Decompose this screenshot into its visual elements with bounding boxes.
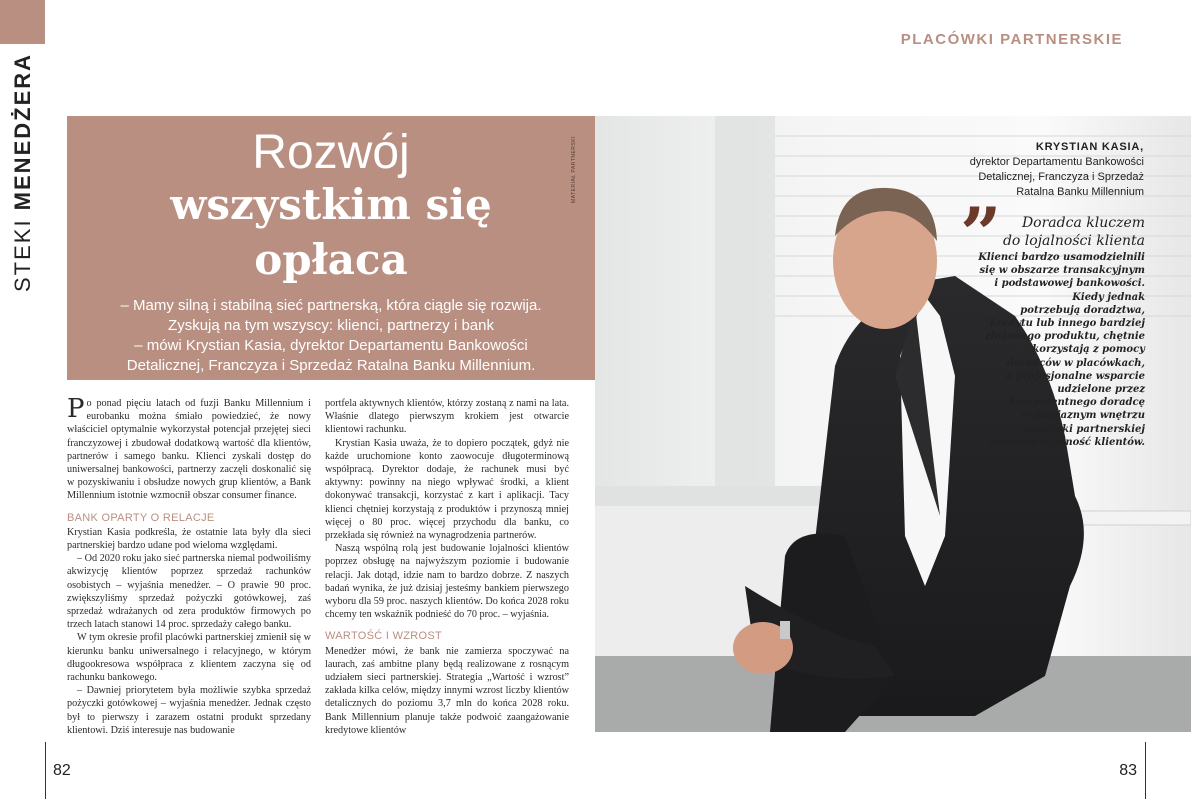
lead-paragraph <box>67 296 595 376</box>
page-rule-left <box>45 742 46 799</box>
caption-role-line: Detalicznej, Franczyza i Sprzedaż <box>978 171 1144 183</box>
article-column-left <box>67 394 311 737</box>
article-paragraph: Naszą wspólną rolą jest budowanie lojalności klientów poprzez obsługę na najwyższym poziomie i budowanie relacji. Jak dotąd, idzie nam to bardzo dobrze. Z naszych badań wynika, że już dzisiaj jesteśmy bankiem pierwszego wyboru dla 59 proc. naszych klientów. Do końca 2028 roku chcemy ten wskaźnik podnieść do 70 proc. – wyjaśnia. <box>325 543 569 621</box>
pullquote-line: się w obszarze transakcyjnym <box>979 265 1145 277</box>
pullquote-line: udzielone przez <box>1057 384 1145 396</box>
article-column-right <box>325 397 569 737</box>
lead-line: Zyskują na tym wszyscy: klienci, partnerzy i bank <box>168 317 494 334</box>
sponsored-tag: MATERIAŁ PARTNERSKI <box>571 136 577 204</box>
headline-bold-line2: opłaca <box>254 235 408 284</box>
pullquote-line: złożonego produktu, chętnie <box>984 331 1145 343</box>
article-paragraph <box>67 394 311 503</box>
subheading: WARTOŚĆ I WZROST <box>325 630 443 643</box>
paragraph-text: o ponad pięciu latach od fuzji Banku Millennium i eurobanku można śmiało powiedzieć, że nowy właściciel optymalnie wykorzystał potencjał przejętej sieci franczyzowej i zbudował dodatkową wartość dla klientów, partnerów i samego banku. Klienci zyskali dostęp do uniwersalnej bankowości, partnerzy zaczęli doskonalić się w pozyskiwaniu i obsłudze nowych grup klientów, a Bank Millennium istotnie wzmocnił obszar consumer finance. <box>67 398 311 502</box>
pullquote-line: Kiedy jednak <box>1072 291 1145 303</box>
article-paragraph: Menedżer mówi, że bank nie zamierza spoczywać na laurach, zaś ambitne plany będą realizowane z rosnącym udziałem sieci partnerskiej. Strategia „Wartość i wzrost” zakłada kilka celów, między innymi wzrost liczby klientów detalicznych do poziomu 3,7 mln do końca 2028 roku. Bank Millennium planuje także podwoić zaangażowanie kredytowe klientów <box>325 645 569 736</box>
quote-mark-icon: ” <box>960 191 1002 276</box>
lead-line: – Mamy silną i stabilną sieć partnerską, która ciągle się rozwija. <box>120 297 542 314</box>
pullquote-line: Klienci bardzo usamodzielnili <box>978 252 1145 263</box>
pullquote-body <box>945 251 1145 449</box>
pullquote-line: potrzebują doradztwa, <box>1020 304 1145 316</box>
pullquote-title <box>1003 214 1145 250</box>
vertical-label-bold: MENEDŻERA <box>10 52 35 211</box>
pullquote-line: kredytu lub innego bardziej <box>989 318 1145 330</box>
headline-light: Rozwój <box>252 126 410 179</box>
dropcap: P <box>67 394 85 424</box>
vertical-label-thin: STEKI <box>10 210 35 292</box>
pullquote-line: a profesjonalne wsparcie <box>1005 370 1145 382</box>
pullquote-line: doradców w placówkach, <box>1006 357 1145 369</box>
pullquote-line: w przyjaznym wnętrzu <box>1021 410 1145 422</box>
article-paragraph: Krystian Kasia podkreśla, że ostatnie lata były dla sieci partnerskiej bardzo udane pod wieloma względami. <box>67 526 311 552</box>
article-paragraph: – Od 2020 roku jako sieć partnerska niemal podwoiliśmy akwizycję klientów poprzez sprzedaż rachunków osobistych – wyjaśnia menedżer. – O prawie 90 proc. zwiększyliśmy sprzedaż pożyczki gotówkowej, zaś sprzedaż wdrażanych od zera produktów firmowych po trzech latach stanowi 14 proc. sprzedaży całego banku. <box>67 553 311 631</box>
page-rule-right <box>1145 742 1146 799</box>
caption-role-line: Ratalna Banku Millennium <box>1016 186 1144 198</box>
pullquote-line: korzystają z pomocy <box>1032 344 1145 356</box>
headline-bold-line1: wszystkim się <box>170 180 492 229</box>
pullquote-line: i podstawowej bankowości. <box>994 278 1145 290</box>
section-title: PLACÓWKI PARTNERSKIE <box>900 31 1123 48</box>
page-number-left: 82 <box>53 762 71 779</box>
article-body <box>67 394 595 737</box>
corner-accent-tab <box>0 0 45 44</box>
caption-person-name: KRYSTIAN KASIA, <box>1035 141 1144 153</box>
subheading: BANK OPARTY O RELACJE <box>67 511 215 524</box>
article-paragraph: portfela aktywnych klientów, którzy zostaną z nami na lata. Właśnie dlatego pierwszym krokiem jest otwarcie klientowi rachunku. <box>325 398 569 436</box>
article-paragraph: Krystian Kasia uważa, że to dopiero początek, gdyż nie każde uruchomione konto zaowocuje długoterminową współpracą. Dyrektor dodaje, że rachunek musi być aktywny: powinny na niego wpływać środki, a klient dokonywać transakcji, korzystać z kart i aplikacji. Tacy klienci chętniej korzystają z produktów i przynoszą mniej więcej o 80 proc. więcej przychodu dla banku, co przekłada się również na wynagrodzenia partnerów. <box>325 437 569 542</box>
lead-line: – mówi Krystian Kasia, dyrektor Departamentu Bankowości <box>134 337 528 354</box>
article-paragraph: – Dawniej priorytetem była możliwie szybka sprzedaż pożyczki gotówkowej – wyjaśnia menedżer. Jednak często był to pierwszy i zarazem ostatni produkt sprzedany klientowi. Dziś interesuje nas budowanie <box>67 685 311 736</box>
pullquote-line: kompetentnego doradcę <box>1008 397 1145 409</box>
section-vertical-label <box>10 53 36 292</box>
article-paragraph: W tym okresie profil placówki partnerskiej zmienił się w kierunku banku uniwersalnego i relacyjnego, w którym długookresowa współpraca z klientem zaczyna się od rachunku bankowego. <box>67 632 311 684</box>
title-box <box>67 116 595 380</box>
pullquote-title-line: do lojalności klienta <box>1002 233 1145 249</box>
pullquote-line: placówki partnerskiej <box>1023 423 1145 435</box>
lead-line: Detalicznej, Franczyza i Sprzedaż Ratalna Banku Millennium. <box>126 357 536 374</box>
pullquote-line: zwiększa lojalność klientów. <box>988 436 1145 448</box>
pullquote-title-line: Doradca kluczem <box>1021 215 1145 231</box>
page-number-right: 83 <box>1119 762 1137 779</box>
caption-role-line: dyrektor Departamentu Bankowości <box>969 156 1144 168</box>
